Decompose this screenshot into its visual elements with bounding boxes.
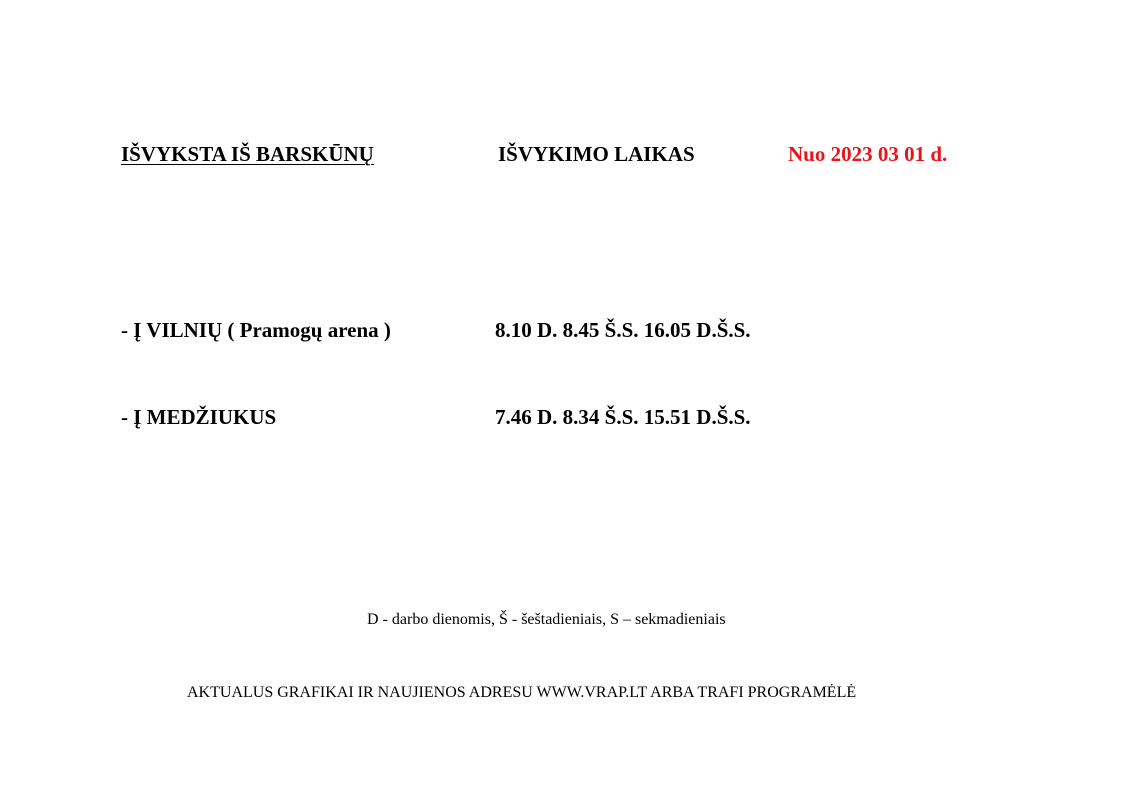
footer-note: AKTUALUS GRAFIKAI IR NAUJIENOS ADRESU WWW.VRAP.LT ARBA TRAFI PROGRAMĖLĖ	[187, 684, 857, 701]
route-destination: - Į MEDŽIUKUS	[121, 405, 277, 429]
route-destination: - Į VILNIŲ ( Pramogų arena )	[121, 318, 391, 342]
valid-from-date: Nuo 2023 03 01 d.	[788, 142, 948, 166]
route-times: 7.46 D. 8.34 Š.S. 15.51 D.Š.S.	[495, 405, 751, 429]
departure-title: IŠVYKSTA IŠ BARSKŪNŲ	[121, 142, 374, 166]
departure-time-title: IŠVYKIMO LAIKAS	[498, 142, 695, 166]
legend-text: D - darbo dienomis, Š - šeštadieniais, S – sekmadieniais	[367, 611, 726, 628]
route-times: 8.10 D. 8.45 Š.S. 16.05 D.Š.S.	[495, 318, 751, 342]
